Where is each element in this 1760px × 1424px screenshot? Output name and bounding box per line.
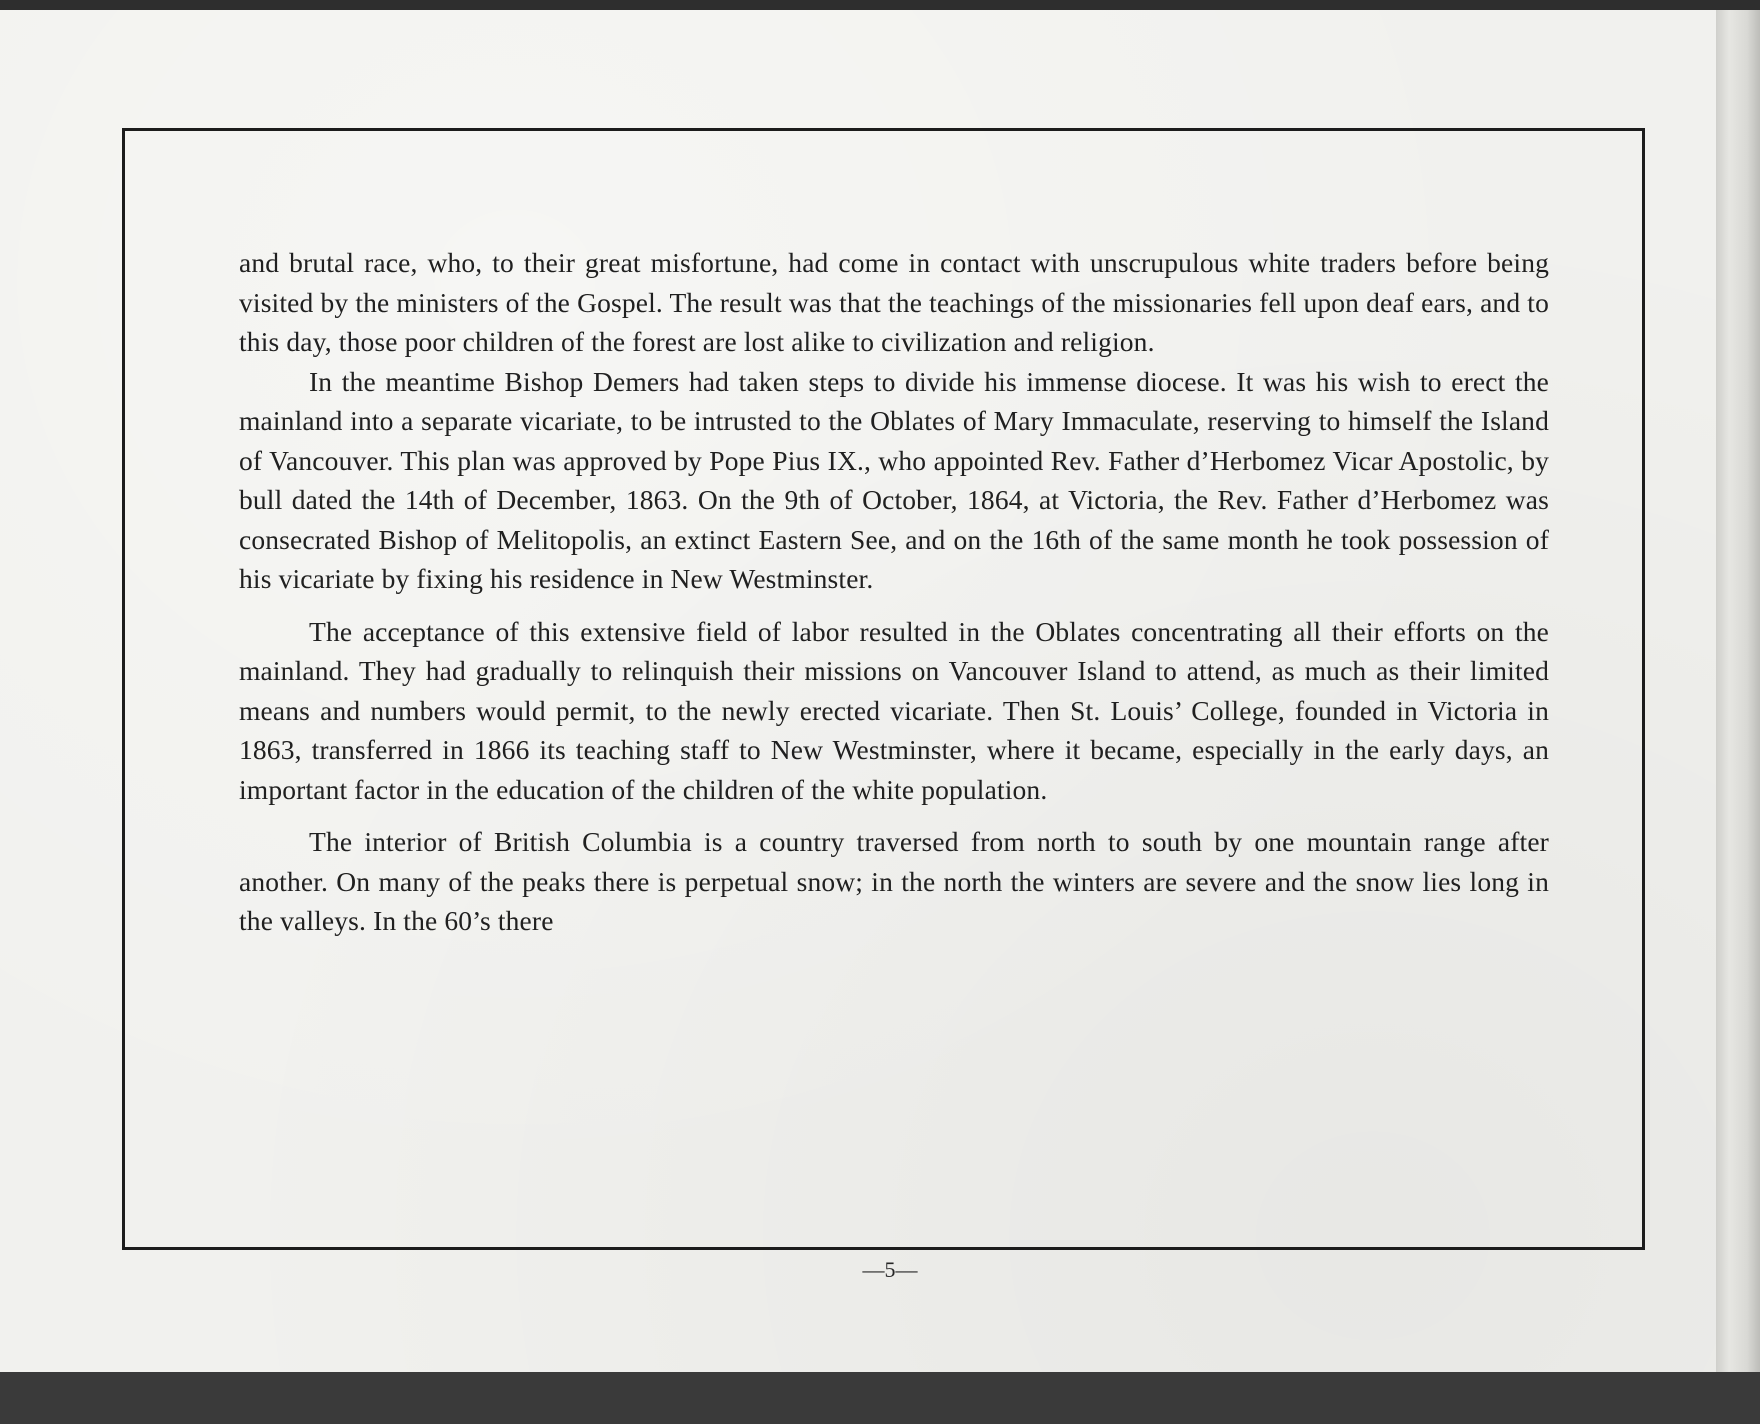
book-page: [0, 10, 1716, 1372]
paragraph-2: In the meantime Bishop Demers had taken steps to divide his immense diocese. It was his wish to erect the mainland into a separate vicariate, to be intrusted to the Oblates of Mary Immaculate, reserving to himself the Island of Vancouver. This plan was approved by Pope Pius IX., who appointed Rev. Father d’Herbomez Vicar Apostolic, by bull dated the 14th of December, 1863. On the 9th of October, 1864, at Victoria, the Rev. Father d’Herbomez was consecrated Bishop of Melitopolis, an extinct Eastern See, and on the 16th of the same month he took possession of his vicariate by fixing his residence in New Westminster.: [239, 365, 1549, 594]
paragraph-1: and brutal race, who, to their great misfortune, had come in contact with unscrupulous white traders before being visited by the ministers of the Gospel. The result was that the teachings of the missionaries fell upon deaf ears, and to this day, those poor children of the forest are lost alike to civilization and religion.: [239, 247, 1549, 357]
page-stack-edge: [1716, 10, 1760, 1372]
body-text: [239, 243, 1549, 941]
paragraph-4: The interior of British Columbia is a country traversed from north to south by one mountain range after another. On many of the peaks there is perpetual snow; in the north the winters are severe and the snow lies long in the valleys. In the 60’s there: [239, 826, 1549, 936]
scan-bottom-margin: [0, 1372, 1760, 1424]
page-number: —5—: [862, 1257, 918, 1282]
paragraph-3: The acceptance of this extensive field of labor resulted in the Oblates concentrating all their efforts on the mainland. They had gradually to relinquish their missions on Vancouver Island to attend, as much as their limited means and numbers would permit, to the newly erected vicariate. Then St. Louis’ College, founded in Victoria in 1863, transferred in 1866 its teaching staff to New Westminster, where it became, especially in the early days, an important factor in the education of the children of the white population.: [239, 615, 1549, 805]
